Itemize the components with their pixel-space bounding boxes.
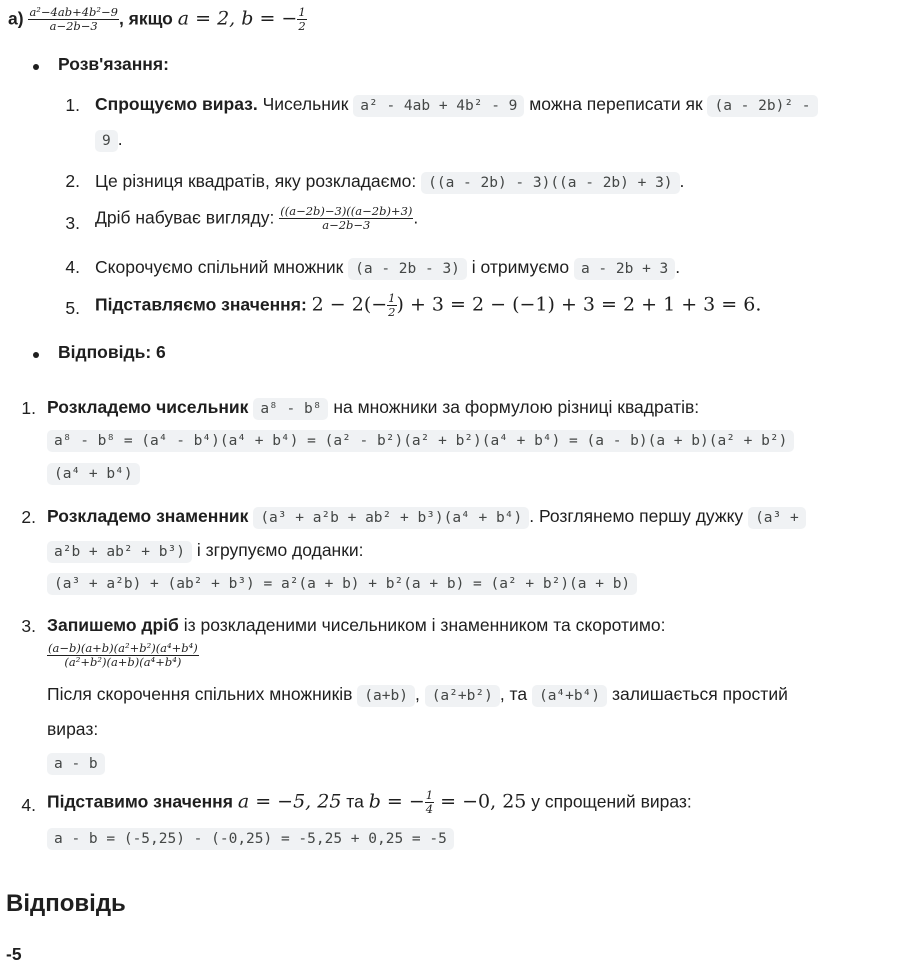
code-block-line: a - b = (-5,25) - (-0,25) = -5,25 + 0,25 = -5 — [47, 828, 454, 850]
code-inline: (a - 2b)² - — [707, 95, 817, 117]
step-a5-number: 5. — [65, 298, 80, 318]
code-block-line: (a³ + a²b) + (ab² + b³) = a²(a + b) + b²(a + b) = (a² + b²)(a + b) — [47, 573, 637, 595]
half-fraction: $\frac{1}{2}$ — [298, 5, 306, 34]
code-inline: (a+b) — [357, 685, 415, 707]
part-a-fraction: $\frac{\text{a²−4ab+4b²−9}}{a-2b-3}$ — [29, 5, 118, 34]
step-b3: Запишемо дріб із розкладеними чисельником і знаменником та скоротимо: — [47, 615, 666, 635]
bullet-marker — [33, 64, 39, 70]
part-a-condition-math: a = 2, b = − — [177, 7, 298, 30]
code-block-line: a⁸ - b⁸ = (a⁴ - b⁴)(a⁴ + b⁴) = (a² - b²)(a² + b²)(a⁴ + b⁴) = (a - b)(a + b)(a² + b²) — [47, 430, 794, 452]
code-inline: (a⁴+b⁴) — [532, 685, 607, 707]
code-inline: (a²+b²) — [425, 685, 500, 707]
code-inline: (a³ + a²b + ab² + b³)(a⁴ + b⁴) — [253, 507, 529, 529]
part-a-condition-word: , якщо — [118, 8, 173, 29]
full-fraction: $\frac{\text{(a−b)(a+b)(a²+b²)(a⁴+b⁴)}}{\text{(a²+b²)(a+b)(a⁴+b⁴)}}$ — [48, 641, 198, 670]
code-block-line: (a⁴ + b⁴) — [47, 463, 140, 485]
step-b3-cancel-text: Після скорочення спільних множників (a+b) , (a²+b²) , та (a⁴+b⁴) залишається простий — [47, 684, 788, 705]
solution-label: Розв'язання: — [58, 54, 169, 74]
quarter-fraction: $\frac{1}{4}$ — [425, 788, 434, 817]
answer-heading: Відповідь — [6, 890, 126, 917]
code-inline: 9 — [95, 130, 118, 152]
step-b4-number: 4. — [21, 795, 36, 815]
code-inline: a - 2b + 3 — [574, 258, 675, 280]
step-b2-code-line1 — [47, 572, 637, 593]
step-b1: Розкладемо чисельник a⁸ - b⁸ на множники за формулою різниці квадратів: — [47, 397, 699, 418]
step-a1: Спрощуємо вираз. Чисельник a² - 4ab + 4b² - 9 можна переписати як (a - 2b)² - — [95, 94, 818, 115]
final-answer: -5 — [6, 944, 22, 964]
step-b1-code-line1 — [47, 429, 794, 450]
substitution-math: 2 − 2(− — [311, 293, 388, 316]
part-a-header — [8, 6, 307, 33]
part-a-label: a) — [8, 8, 24, 29]
step-b3-text4: вираз: — [47, 719, 99, 739]
answer-a: Відповідь: 6 — [58, 342, 166, 362]
step-b1-code-line2 — [47, 462, 140, 483]
code-inline: a⁸ - b⁸ — [253, 398, 328, 420]
step-a5: Підставляємо значення: 2 − 2(− $\frac{1}{2}$ ) + 3 = 2 − (−1) + 3 = 2 + 1 + 3 = 6. — [95, 291, 762, 320]
step-b2-cont: a²b + ab² + b³) і згрупуємо доданки: — [47, 540, 364, 561]
step-a3-number: 3. — [65, 213, 80, 233]
half-fraction: $\frac{1}{2}$ — [388, 291, 396, 320]
code-inline: ((a - 2b) - 3)((a - 2b) + 3) — [421, 172, 679, 194]
step-b2-number: 2. — [21, 507, 36, 527]
step-a4-number: 4. — [65, 257, 80, 277]
step-a2-number: 2. — [65, 171, 80, 191]
step-b4: Підставимо значення a = −5, 25 та b = − $\frac{1}{4}$ = −0, 25 у спрощений вираз: — [47, 788, 692, 817]
code-block-line: a - b — [47, 753, 105, 775]
step-b3-number: 3. — [21, 616, 36, 636]
bullet-marker — [33, 352, 39, 358]
step-a2: Це різниця квадратів, яку розкладаємо: ((a - 2b) - 3)((a - 2b) + 3) . — [95, 171, 684, 192]
step-b3-fraction — [47, 642, 199, 669]
step-a4: Скорочуємо спільний множник (a - 2b - 3) і отримуємо a - 2b + 3 . — [95, 257, 680, 278]
code-inline: a² - 4ab + 4b² - 9 — [353, 95, 524, 117]
code-inline: (a³ + — [748, 507, 806, 529]
step-b3-result — [47, 752, 105, 773]
step-a1-number: 1. — [65, 95, 80, 115]
reduced-fraction: $\frac{((a-2b)-3)((a-2b)+3)}{a-2b-3}$ — [280, 204, 413, 233]
step-a1-cont: 9 . — [95, 129, 123, 150]
step-a3: Дріб набуває вигляду: $\frac{((a-2b)-3)((a-2b)+3)}{a-2b-3}$ . — [95, 204, 419, 233]
step-b4-code-line1 — [47, 827, 454, 848]
step-b2: Розкладемо знаменник (a³ + a²b + ab² + b³)(a⁴ + b⁴) . Розглянемо першу дужку (a³ + — [47, 506, 806, 527]
code-inline: (a - 2b - 3) — [348, 258, 467, 280]
step-b1-number: 1. — [21, 398, 36, 418]
code-inline: a²b + ab² + b³) — [47, 541, 192, 563]
